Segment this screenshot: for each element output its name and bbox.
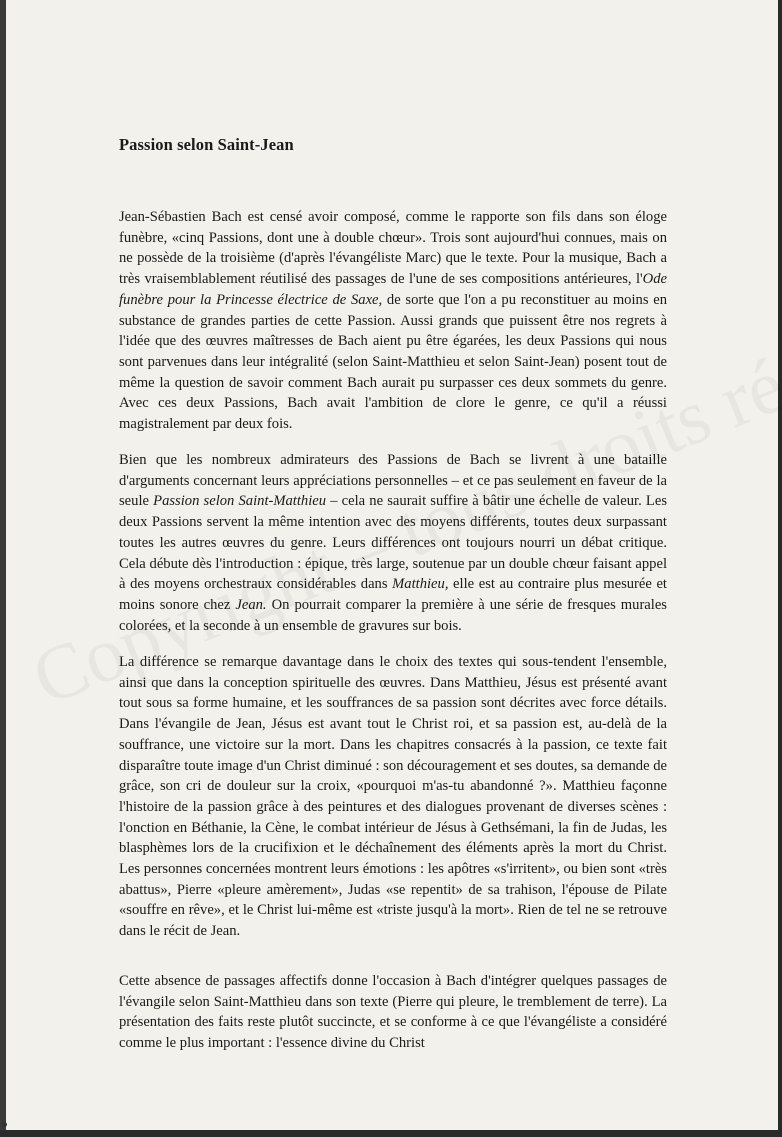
paragraph-3 — [119, 652, 667, 942]
paragraph-1 — [119, 207, 667, 435]
paragraph-text: – cela ne saurait suffire à bâtir une échelle de valeur. Les deux Passions servent la même intention avec des moyens différents, toutes deux surpassant toutes les autres œuvres du genre. Leurs différences ont toujours nourri un débat critique. Cela débute dès l'introduction : épique, très large, soutenue par un double chœur faisant appel à des moyens orchestraux considérables dans — [119, 493, 667, 593]
paragraph-text: de sorte que l'on a pu reconstituer au moins en substance de grandes parties de cette Passion. Aussi grands que puissent être nos regrets à l'idée que des œuvres maîtresses de Bach aient pu être égarées, les deux Passions qui nous sont parvenues dans leur intégralité (selon Saint-Matthieu et selon Saint-Jean) posent tout de même la question de savoir comment Bach aurait pu surpasser ces deux sommets du genre. Avec ces deux Passions, Bach avait l'ambition de clore le genre, ce qu'il a réussi magistralement par deux fois. — [119, 291, 667, 433]
paragraph-text: elle est au contraire plus mesurée et moins sonore chez — [119, 576, 667, 613]
paragraph-text: Jean-Sébastien Bach est censé avoir composé, comme le rapporte son fils dans son éloge funèbre, «cinq Passions, dont une à double chœur». Trois sont aujourd'hui connues, mais on ne possède de la troisième (d'après l'évangéliste Marc) que le texte. Pour la musique, Bach a très vraisemblablement réutilisé des passages de l'une de ses compositions antérieures, l' — [119, 209, 667, 288]
paragraph-2 — [119, 450, 667, 636]
scan-edge-right — [778, 0, 782, 1137]
section-title: Passion selon Saint-Jean — [119, 135, 294, 154]
paragraph-4 — [119, 971, 667, 1054]
paragraph-text: Bien que les nombreux admirateurs des Passions de Bach se livrent à une bataille d'arguments concernant leurs appréciations personnelles – et ce pas seulement en faveur de la seule — [119, 452, 667, 510]
italic-title-text: Jean. — [235, 596, 267, 613]
paragraph-text: Cette absence de passages affectifs donne l'occasion à Bach d'intégrer quelques passages de l'évangile selon Saint-Matthieu dans son texte (Pierre qui pleure, le tremblement de terre). La présentation des faits reste plutôt succincte, et se conforme à ce que l'évangéliste a considéré comme le plus important : l'essence divine du Christ — [119, 973, 667, 1052]
scan-edge-left — [0, 0, 6, 1137]
scan-edge-bottom — [0, 1130, 782, 1137]
scan-corner-mark — [2, 1122, 7, 1127]
paragraph-text: On pourrait comparer la première à une série de fresques murales colorées, et la seconde à un ensemble de gravures sur bois. — [119, 596, 667, 634]
italic-title-text: Passion selon Saint-Matthieu — [153, 493, 327, 510]
italic-title-text: Matthieu, — [392, 576, 449, 593]
paragraph-text: La différence se remarque davantage dans le choix des textes qui sous-tendent l'ensemble, ainsi que dans la conception spirituelle des œuvres. Dans Matthieu, Jésus est présenté avant tout sous sa forme humaine, et les souffrances de sa passion sont décrites avec force détails. Dans l'évangile de Jean, Jésus est avant tout le Christ roi, et sa passion est, au-delà de la souffrance, une victoire sur la mort. Dans les chapitres consacrés à la passion, ce texte fait disparaître toute image d'un Christ diminué : son découragement et ses doutes, sa demande de grâce, son cri de douleur sur la croix, «pourquoi m'as-tu abandonné ?». Matthieu façonne l'histoire de la passion grâce à des peintures et des dialogues provenant de diverses scènes : l'onction en Béthanie, la Cène, le combat intérieur de Jésus à Gethsémani, la fin de Judas, les blasphèmes lors de la crucifixion et le déchaînement des éléments après la mort du Christ. Les personnes concernées montrent leurs émotions : les apôtres «s'irritent», ou bien sont «très abattus», Pierre «pleure amèrement», Judas «se repentit» de sa trahison, l'épouse de Pilate «souffre en rêve», et le Christ lui-même est «triste jusqu'à la mort». Rien de tel ne se retrouve dans le récit de Jean. — [119, 654, 667, 940]
italic-title-text: Ode funèbre pour la Princesse électrice de Saxe, — [119, 271, 667, 308]
